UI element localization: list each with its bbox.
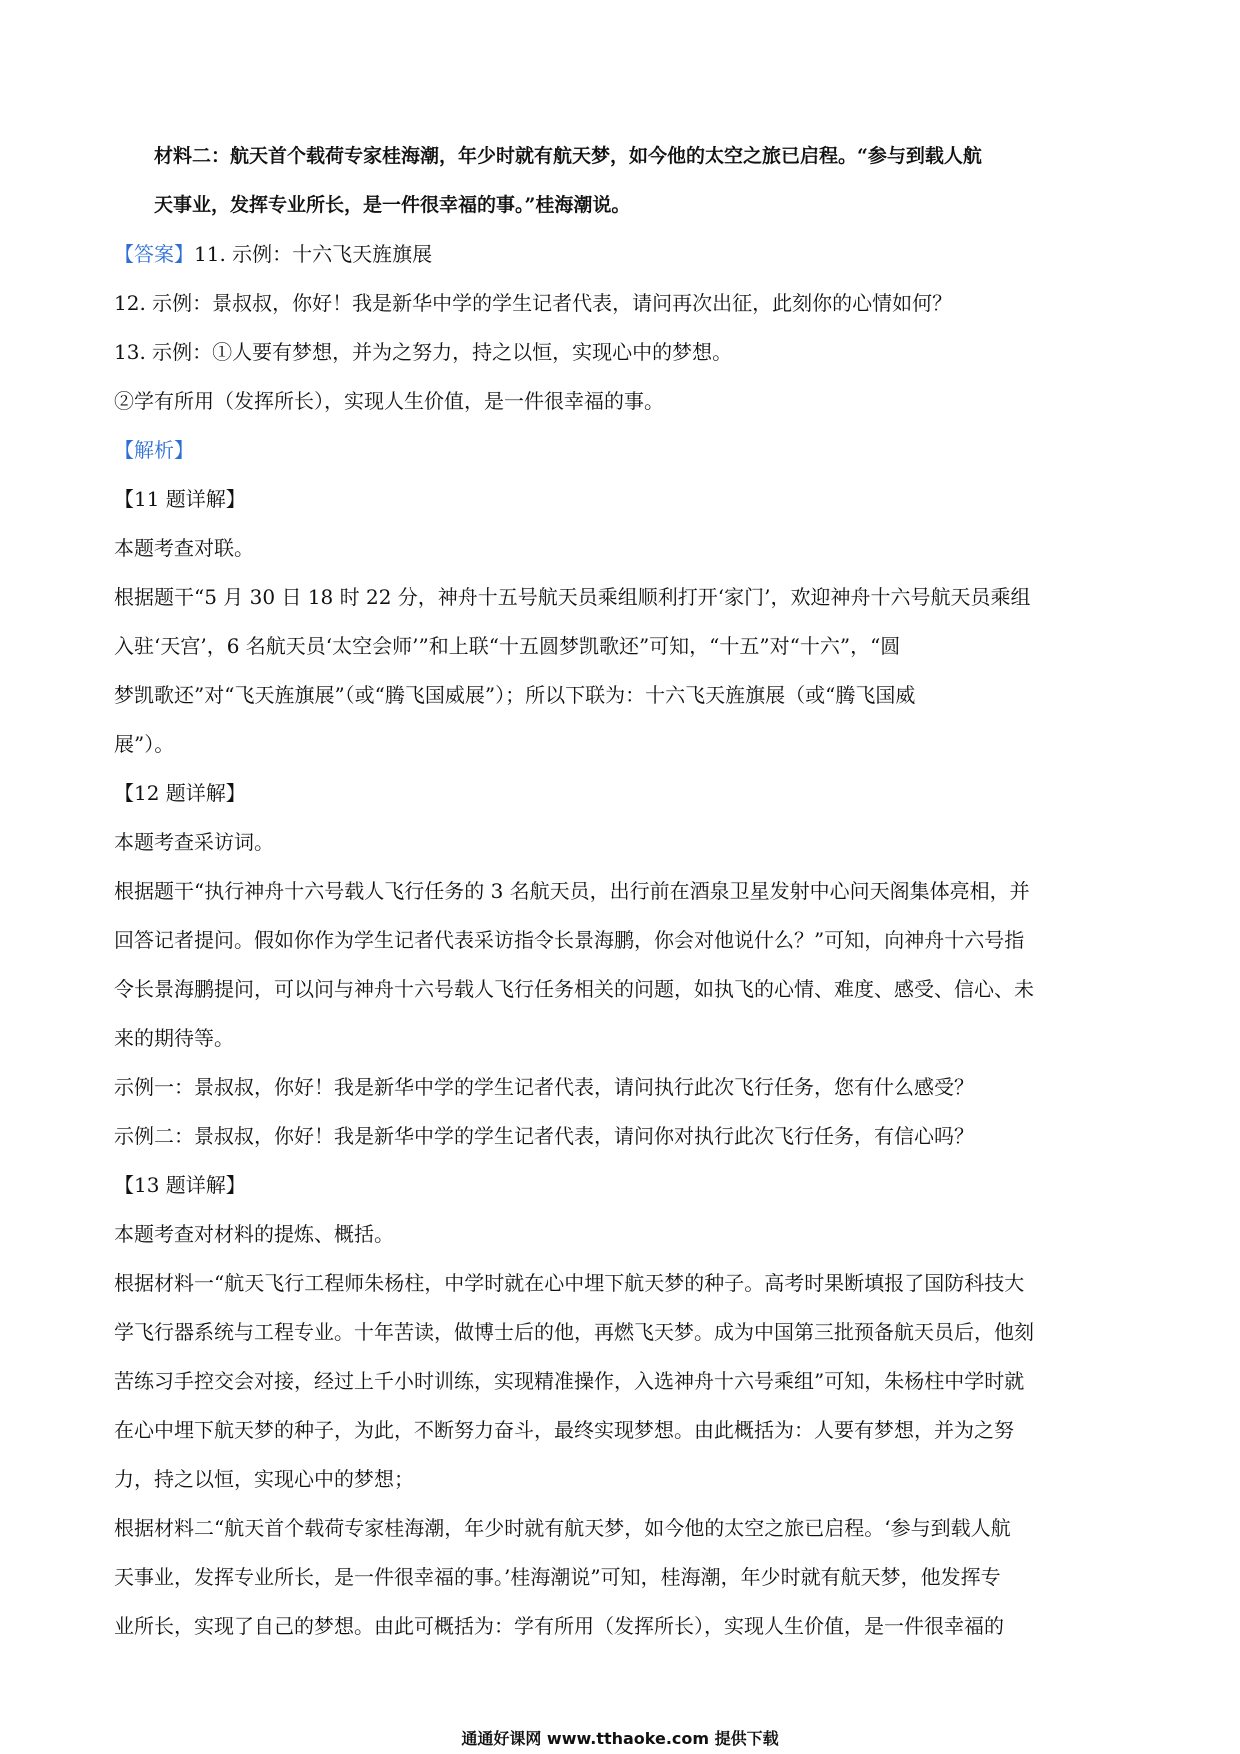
q13-line: 根据材料一“航天飞行工程师朱杨柱，中学时就在心中埋下航天梦的种子。高考时果断填报了国防科技大 bbox=[114, 1271, 1025, 1295]
q13-line: 力，持之以恒，实现心中的梦想； bbox=[114, 1467, 414, 1491]
q13-intro: 本题考查对材料的提炼、概括。 bbox=[114, 1222, 394, 1246]
q13-heading: 【13 题详解】 bbox=[114, 1173, 246, 1197]
answer-tag: 【答案】 bbox=[114, 242, 194, 266]
q12-line: 根据题干“执行神舟十六号载人飞行任务的 3 名航天员，出行前在酒泉卫星发射中心问天阁集体亮相，并 bbox=[114, 879, 1030, 903]
q13-line: 学飞行器系统与工程专业。十年苦读，做博士后的他，再燃飞天梦。成为中国第三批预备航天员后，他刻 bbox=[114, 1320, 1034, 1344]
q11-line: 根据题干“5 月 30 日 18 时 22 分，神舟十五号航天员乘组顺利打开‘家门’，欢迎神舟十六号航天员乘组 bbox=[114, 585, 1031, 609]
q11-line: 展”）。 bbox=[114, 732, 175, 756]
analysis-tag: 【解析】 bbox=[114, 438, 194, 462]
q13-line: 在心中埋下航天梦的种子，为此，不断努力奋斗，最终实现梦想。由此概括为：人要有梦想，并为之努 bbox=[114, 1418, 1014, 1442]
q11-line: 梦凯歌还”对“飞天旌旗展”（或“腾飞国威展”）；所以下联为：十六飞天旌旗展（或“腾飞国威 bbox=[114, 683, 916, 707]
q12-line: 令长景海鹏提问，可以问与神舟十六号载人飞行任务相关的问题，如执飞的心情、难度、感受、信心、未 bbox=[114, 977, 1034, 1001]
document-body bbox=[114, 132, 1124, 1651]
answer-13-line-1: 13. 示例：①人要有梦想，并为之努力，持之以恒，实现心中的梦想。 bbox=[114, 340, 733, 364]
q12-line: 来的期待等。 bbox=[114, 1026, 234, 1050]
q13-line: 天事业，发挥专业所长，是一件很幸福的事。’桂海潮说”可知，桂海潮，年少时就有航天梦，他发挥专 bbox=[114, 1565, 1001, 1589]
answer-12: 12. 示例：景叔叔，你好！我是新华中学的学生记者代表，请问再次出征，此刻你的心情如何？ bbox=[114, 291, 953, 315]
q11-intro: 本题考查对联。 bbox=[114, 536, 254, 560]
footer-watermark: 通通好课网 www.tthaoke.com 提供下载 bbox=[461, 1729, 779, 1748]
analysis-heading bbox=[114, 426, 1124, 475]
material2-line-2: 天事业，发挥专业所长，是一件很幸福的事。”桂海潮说。 bbox=[154, 194, 631, 216]
q13-line: 苦练习手控交会对接，经过上千小时训练，实现精准操作，入选神舟十六号乘组”可知，朱杨柱中学时就 bbox=[114, 1369, 1025, 1393]
answer-11 bbox=[114, 230, 1124, 279]
q13-line: 根据材料二“航天首个载荷专家桂海潮，年少时就有航天梦，如今他的太空之旅已启程。‘参与到载人航 bbox=[114, 1516, 1011, 1540]
q13-line: 业所长，实现了自己的梦想。由此可概括为：学有所用（发挥所长），实现人生价值，是一件很幸福的 bbox=[114, 1614, 1004, 1638]
answer-13-line-2: ②学有所用（发挥所长），实现人生价值，是一件很幸福的事。 bbox=[114, 389, 664, 413]
q12-example-1: 示例一：景叔叔，你好！我是新华中学的学生记者代表，请问执行此次飞行任务，您有什么感受？ bbox=[114, 1075, 974, 1099]
q11-line: 入驻‘天宫’，6 名航天员‘太空会师’”和上联“十五圆梦凯歌还”可知，“十五”对“十六”，“圆 bbox=[114, 634, 901, 658]
q12-intro: 本题考查采访词。 bbox=[114, 830, 274, 854]
answer-11-text: 11. 示例：十六飞天旌旗展 bbox=[194, 242, 433, 266]
q12-heading: 【12 题详解】 bbox=[114, 781, 246, 805]
material2-line-1: 材料二：航天首个载荷专家桂海潮，年少时就有航天梦，如今他的太空之旅已启程。“参与到载人航 bbox=[154, 145, 982, 167]
q11-heading: 【11 题详解】 bbox=[114, 487, 246, 511]
q12-line: 回答记者提问。假如你作为学生记者代表采访指令长景海鹏，你会对他说什么？”可知，向神舟十六号指 bbox=[114, 928, 1025, 952]
q12-example-2: 示例二：景叔叔，你好！我是新华中学的学生记者代表，请问你对执行此次飞行任务，有信心吗？ bbox=[114, 1124, 974, 1148]
